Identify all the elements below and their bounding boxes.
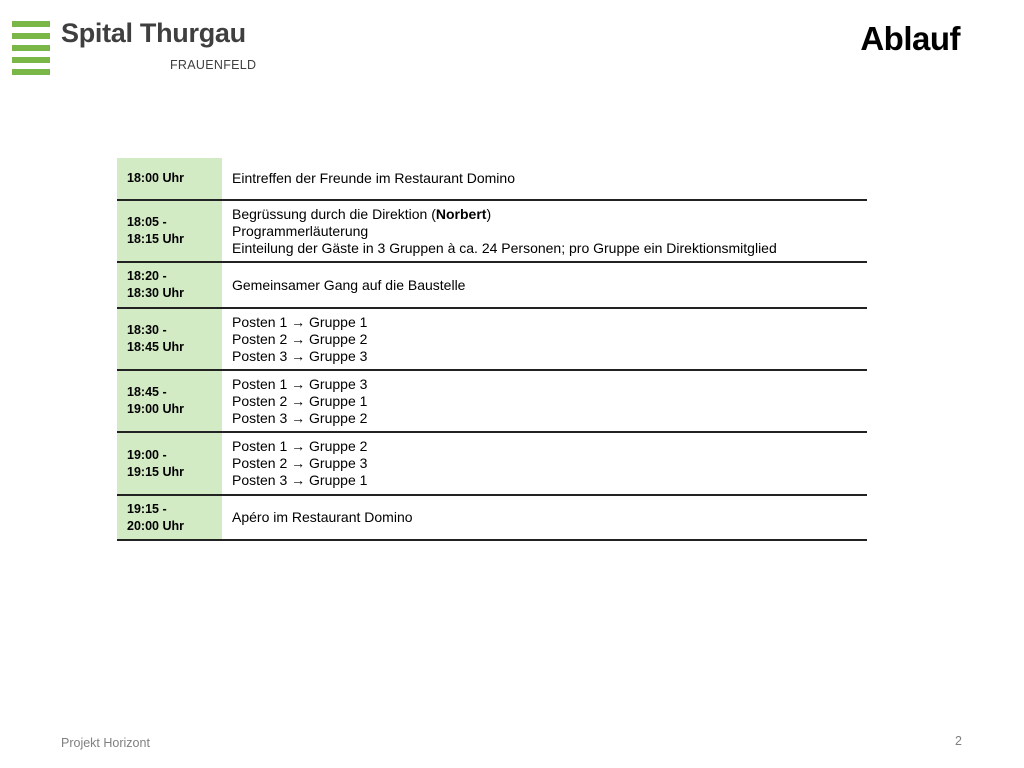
table-row	[117, 158, 867, 201]
logo-bars-icon	[12, 21, 50, 75]
time-line: 18:30 -	[127, 323, 167, 337]
time-line: 19:15 Uhr	[127, 464, 184, 479]
description-cell	[222, 371, 867, 431]
description-line: Posten 3 → Gruppe 3	[232, 347, 368, 364]
time-line: 18:20 -	[127, 269, 167, 283]
description-line: Apéro im Restaurant Domino	[232, 509, 413, 525]
logo-name: Spital Thurgau	[61, 18, 246, 48]
time-line: 20:00 Uhr	[127, 518, 184, 533]
time-line: 19:00 Uhr	[127, 402, 184, 416]
description-line: Posten 2 → Gruppe 3	[232, 455, 368, 471]
time-line: 18:45 -	[127, 385, 167, 399]
time-line: 18:15 Uhr	[127, 232, 184, 246]
table-row	[117, 496, 867, 541]
table-row	[117, 201, 867, 263]
time-line: 19:15 -	[127, 501, 167, 516]
time-line: 18:30 Uhr	[127, 286, 184, 300]
time-cell	[117, 309, 222, 369]
footer-project-name: Projekt Horizont	[61, 736, 150, 750]
time-cell	[117, 433, 222, 494]
schedule-table	[117, 158, 867, 541]
description-line: Gemeinsamer Gang auf die Baustelle	[232, 276, 466, 293]
spital-thurgau-logo	[12, 18, 312, 81]
description-cell	[222, 496, 867, 539]
description-cell	[222, 433, 867, 494]
time-cell	[117, 496, 222, 539]
description-line: Posten 2 → Gruppe 2	[232, 330, 368, 347]
description-line: Posten 1 → Gruppe 2	[232, 438, 368, 454]
slide-title: Ablauf	[860, 20, 960, 57]
description-line: Programmerläuterung	[232, 222, 369, 239]
greeting-text: Begrüssung durch die Direktion (	[232, 205, 436, 222]
time-cell	[117, 158, 222, 199]
time-line: 18:45 Uhr	[127, 340, 184, 354]
time-line: 18:00 Uhr	[127, 171, 184, 185]
description-cell	[222, 158, 867, 199]
time-line: 19:00 -	[127, 447, 167, 462]
table-row	[117, 433, 867, 496]
time-cell	[117, 371, 222, 431]
description-line: Eintreffen der Freunde im Restaurant Domino	[232, 170, 515, 186]
description-line: Einteilung der Gäste in 3 Gruppen à ca. 24 Personen; pro Gruppe ein Direktionsmitglied	[232, 239, 777, 256]
description-cell	[222, 309, 867, 369]
table-row	[117, 263, 867, 309]
description-line: Posten 3 → Gruppe 1	[232, 472, 368, 488]
host-name: Norbert	[435, 205, 487, 222]
description-line: Posten 3 → Gruppe 2	[232, 409, 368, 426]
description-line: Posten 1 → Gruppe 3	[232, 375, 368, 392]
greeting-close: )	[486, 205, 492, 222]
description-line: Posten 2 → Gruppe 1	[232, 392, 368, 409]
footer-page-number: 2	[955, 734, 962, 748]
description-cell	[222, 201, 867, 261]
time-cell	[117, 263, 222, 307]
logo-location: FRAUENFELD	[170, 58, 257, 72]
table-row	[117, 371, 867, 433]
description-line	[232, 206, 867, 223]
time-cell	[117, 201, 222, 261]
description-cell	[222, 263, 867, 307]
table-row	[117, 309, 867, 371]
time-line: 18:05 -	[127, 215, 167, 229]
description-line: Posten 1 → Gruppe 1	[232, 313, 368, 330]
